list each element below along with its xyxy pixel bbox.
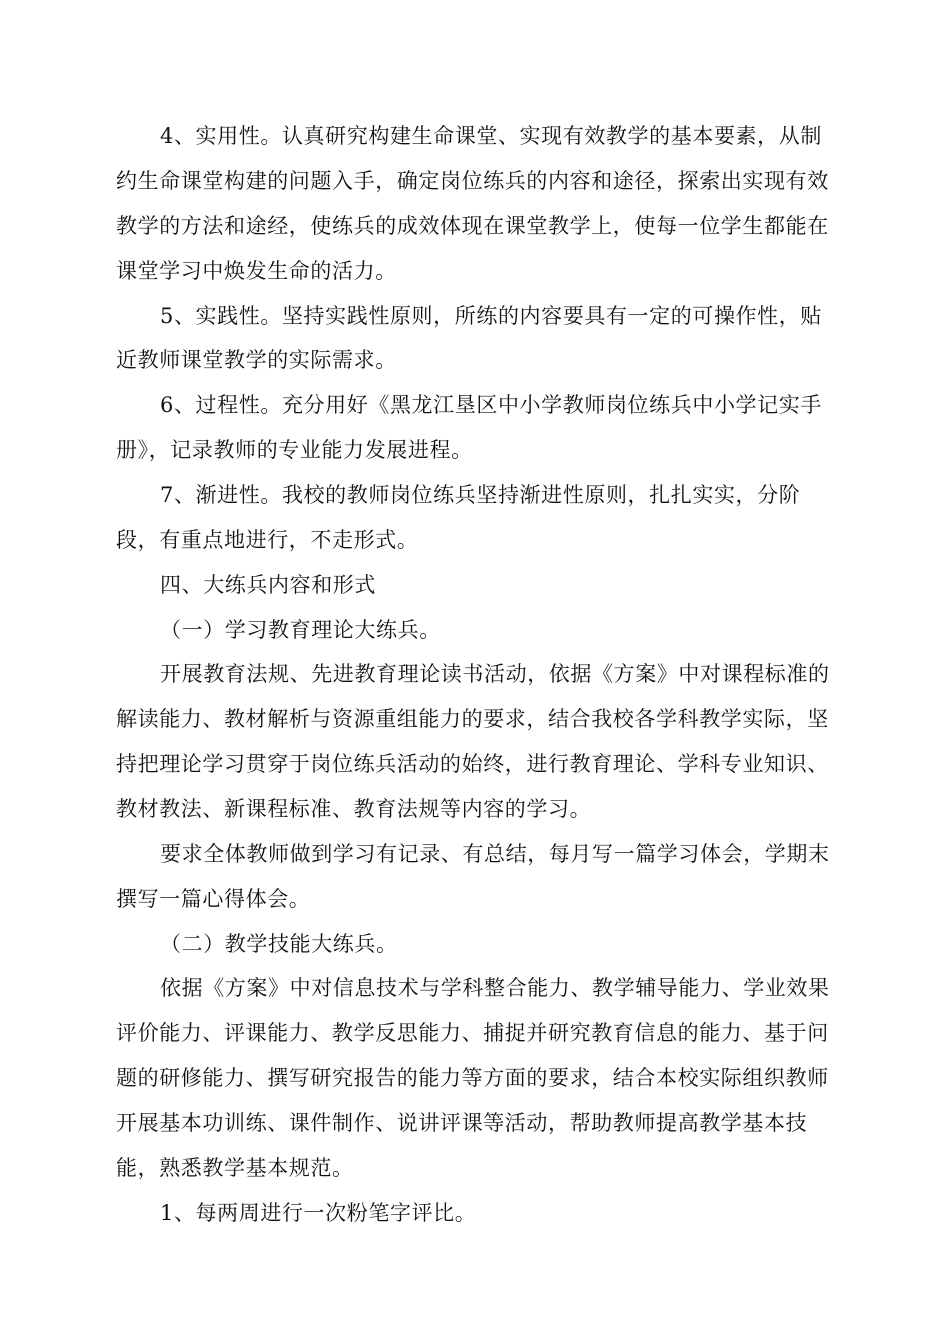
text-line: 评价能力、评课能力、教学反思能力、捕捉并研究教育信息的能力、基于问 [116, 1021, 829, 1045]
text-line: 要求全体教师做到学习有记录、有总结，每月写一篇学习体会，学期末 [160, 842, 830, 866]
text-line: 教材教法、新课程标准、教育法规等内容的学习。 [116, 797, 592, 821]
text-line: 解读能力、教材解析与资源重组能力的要求，结合我校各学科教学实际，坚 [116, 707, 829, 731]
text-line: 1、每两周进行一次粉笔字评比。 [160, 1201, 477, 1225]
text-line: 开展教育法规、先进教育理论读书活动，依据《方案》中对课程标准的 [160, 662, 830, 686]
text-line: 7、渐进性。我校的教师岗位练兵坚持渐进性原则，扎扎实实，分阶 [160, 483, 801, 507]
subsection-heading: （二）教学技能大练兵。 [160, 932, 398, 956]
text-line: 约生命课堂构建的问题入手，确定岗位练兵的内容和途径，探索出实现有效 [116, 169, 829, 193]
text-line: 册》，记录教师的专业能力发展进程。 [116, 438, 473, 462]
text-line: 6、过程性。充分用好《黑龙江垦区中小学教师岗位练兵中小学记实手 [160, 393, 822, 417]
section-heading: 四、大练兵内容和形式 [160, 573, 376, 597]
text-line: 持把理论学习贯穿于岗位练兵活动的始终，进行教育理论、学科专业知识、 [116, 752, 829, 776]
text-line: 段，有重点地进行，不走形式。 [116, 528, 419, 552]
text-line: 撰写一篇心得体会。 [116, 887, 311, 911]
text-line: 题的研修能力、撰写研究报告的能力等方面的要求，结合本校实际组织教师 [116, 1066, 829, 1090]
text-line: 能，熟悉教学基本规范。 [116, 1156, 354, 1180]
text-line: 4、实用性。认真研究构建生命课堂、实现有效教学的基本要素，从制 [160, 124, 822, 148]
text-line: 教学的方法和途经，使练兵的成效体现在课堂教学上，使每一位学生都能在 [116, 214, 829, 238]
subsection-heading: （一）学习教育理论大练兵。 [160, 618, 441, 642]
text-line: 5、实践性。坚持实践性原则，所练的内容要具有一定的可操作性，贴 [160, 304, 822, 328]
text-line: 依据《方案》中对信息技术与学科整合能力、教学辅导能力、学业效果 [160, 976, 830, 1000]
text-line: 课堂学习中焕发生命的活力。 [116, 259, 397, 283]
text-line: 近教师课堂教学的实际需求。 [116, 348, 397, 372]
text-line: 开展基本功训练、课件制作、说讲评课等活动，帮助教师提高教学基本技 [116, 1111, 808, 1135]
